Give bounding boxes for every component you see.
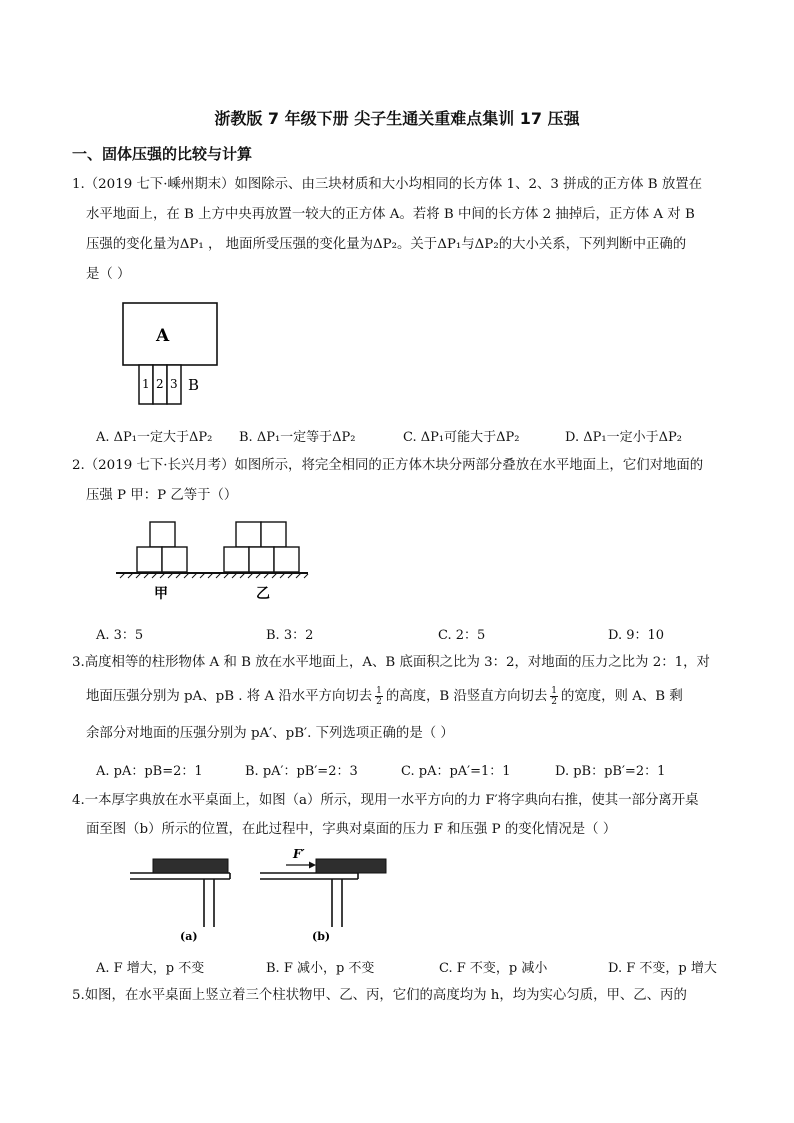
force-label: F′ [293,847,305,861]
block-3-label: 3 [170,377,178,391]
q1-option-a: A. ΔP₁一定大于ΔP₂ [96,430,213,445]
cube-a-label: A [156,326,170,346]
yi-block [261,522,286,547]
fraction-half [550,686,558,707]
q3-option-c: C. pA：pA′=1：1 [401,764,511,779]
yi-block [224,547,249,572]
q2-line-2: 压强 P 甲：P 乙等于（） [86,488,238,503]
q1-line-1: 1.（2019 七下·嵊州期末）如图除示、由三块材质和大小均相同的长方体 1、2、3 拼成的正方体 B 放置在 [72,177,703,192]
yi-block [236,522,261,547]
jia-block [150,522,175,547]
q1-option-c: C. ΔP₁可能大于ΔP₂ [403,430,520,445]
q2-option-c: C. 2：5 [438,628,486,643]
q3-line-2-part-c: 的宽度，则 A、B 剩 [561,689,683,704]
q1-option-b: B. ΔP₁一定等于ΔP₂ [239,430,356,445]
fraction-numerator: 1 [376,686,382,696]
q2-line-1: 2.（2019 七下·长兴月考）如图所示，将完全相同的正方体木块分两部分叠放在水平地面上，它们对地面的 [72,458,704,473]
fraction-denominator: 2 [551,697,557,707]
yi-block [249,547,274,572]
cube-b-label: B [188,376,200,394]
arrow-head-icon [309,862,316,869]
q5-line-1: 5.如图，在水平桌面上竖立着三个柱状物甲、乙、丙，它们的高度均为 h，均为实心匀质，甲、乙、丙的 [72,988,687,1003]
dictionary [153,859,228,873]
q4-option-d: D. F 不变，p 增大 [608,961,717,976]
q3-line-3: 余部分对地面的压强分别为 pA′、pB′. 下列选项正确的是（ ） [86,726,454,741]
q4-figure [128,843,388,945]
q3-line-1: 3.高度相等的柱形物体 A 和 B 放在水平地面上，A、B 底面积之比为 3：2，对地面的压力之比为 2：1，对 [72,655,710,670]
q1-option-d: D. ΔP₁一定小于ΔP₂ [565,430,682,445]
q3-option-b: B. pA′：pB′=2：3 [245,764,358,779]
dictionary [316,859,386,873]
q2-figure [112,512,312,607]
section-heading: 一、固体压强的比较与计算 [72,145,253,163]
cube-a [123,303,217,365]
q2-option-a: A. 3：5 [96,628,144,643]
q3-line-2 [86,686,683,707]
q3-line-2-part-b: 的高度，B 沿竖直方向切去 [385,689,548,704]
jia-label: 甲 [154,586,168,602]
block-2-label: 2 [156,377,164,391]
q4-option-c: C. F 不变，p 减小 [439,961,548,976]
fraction-denominator: 2 [376,697,382,707]
q4-option-a: A. F 增大，p 不变 [96,961,205,976]
q1-line-4: 是（ ） [86,267,131,282]
q3-option-a: A. pA：pB=2：1 [96,764,203,779]
yi-label: 乙 [256,586,270,602]
label-a: (a) [180,930,198,943]
q1-line-2: 水平地面上，在 B 上方中央再放置一较大的正方体 A。若将 B 中间的长方体 2 抽掉后，正方体 A 对 B [86,207,695,222]
fraction-half [375,686,383,707]
figure-a [130,859,230,943]
jia-block [137,547,162,572]
label-b: (b) [312,930,331,943]
page-title: 浙教版 7 年级下册 尖子生通关重难点集训 17 压强 [214,109,580,128]
figure-b [260,847,386,943]
q4-line-1: 4.一本厚字典放在水平桌面上，如图（a）所示，现用一水平方向的力 F′将字典向右推，使其一部分离开桌 [72,793,699,808]
q4-option-b: B. F 减小，p 不变 [266,961,375,976]
q3-line-2-part-a: 地面压强分别为 pA、pB . 将 A 沿水平方向切去 [86,689,373,704]
q1-line-3: 压强的变化量为ΔP₁ ， 地面所受压强的变化量为ΔP₂。关于ΔP₁与ΔP₂的大小关系，下列判断中正确的 [86,237,687,252]
q4-line-2: 面至图（b）所示的位置，在此过程中，字典对桌面的压力 F 和压强 P 的变化情况是（ ） [86,822,617,837]
jia-block [162,547,187,572]
q1-figure [120,300,240,412]
fraction-numerator: 1 [551,686,557,696]
q2-option-b: B. 3：2 [266,628,314,643]
q3-option-d: D. pB：pB′=2：1 [555,764,666,779]
yi-block [274,547,299,572]
q2-option-d: D. 9：10 [608,628,665,643]
block-1-label: 1 [142,377,150,391]
